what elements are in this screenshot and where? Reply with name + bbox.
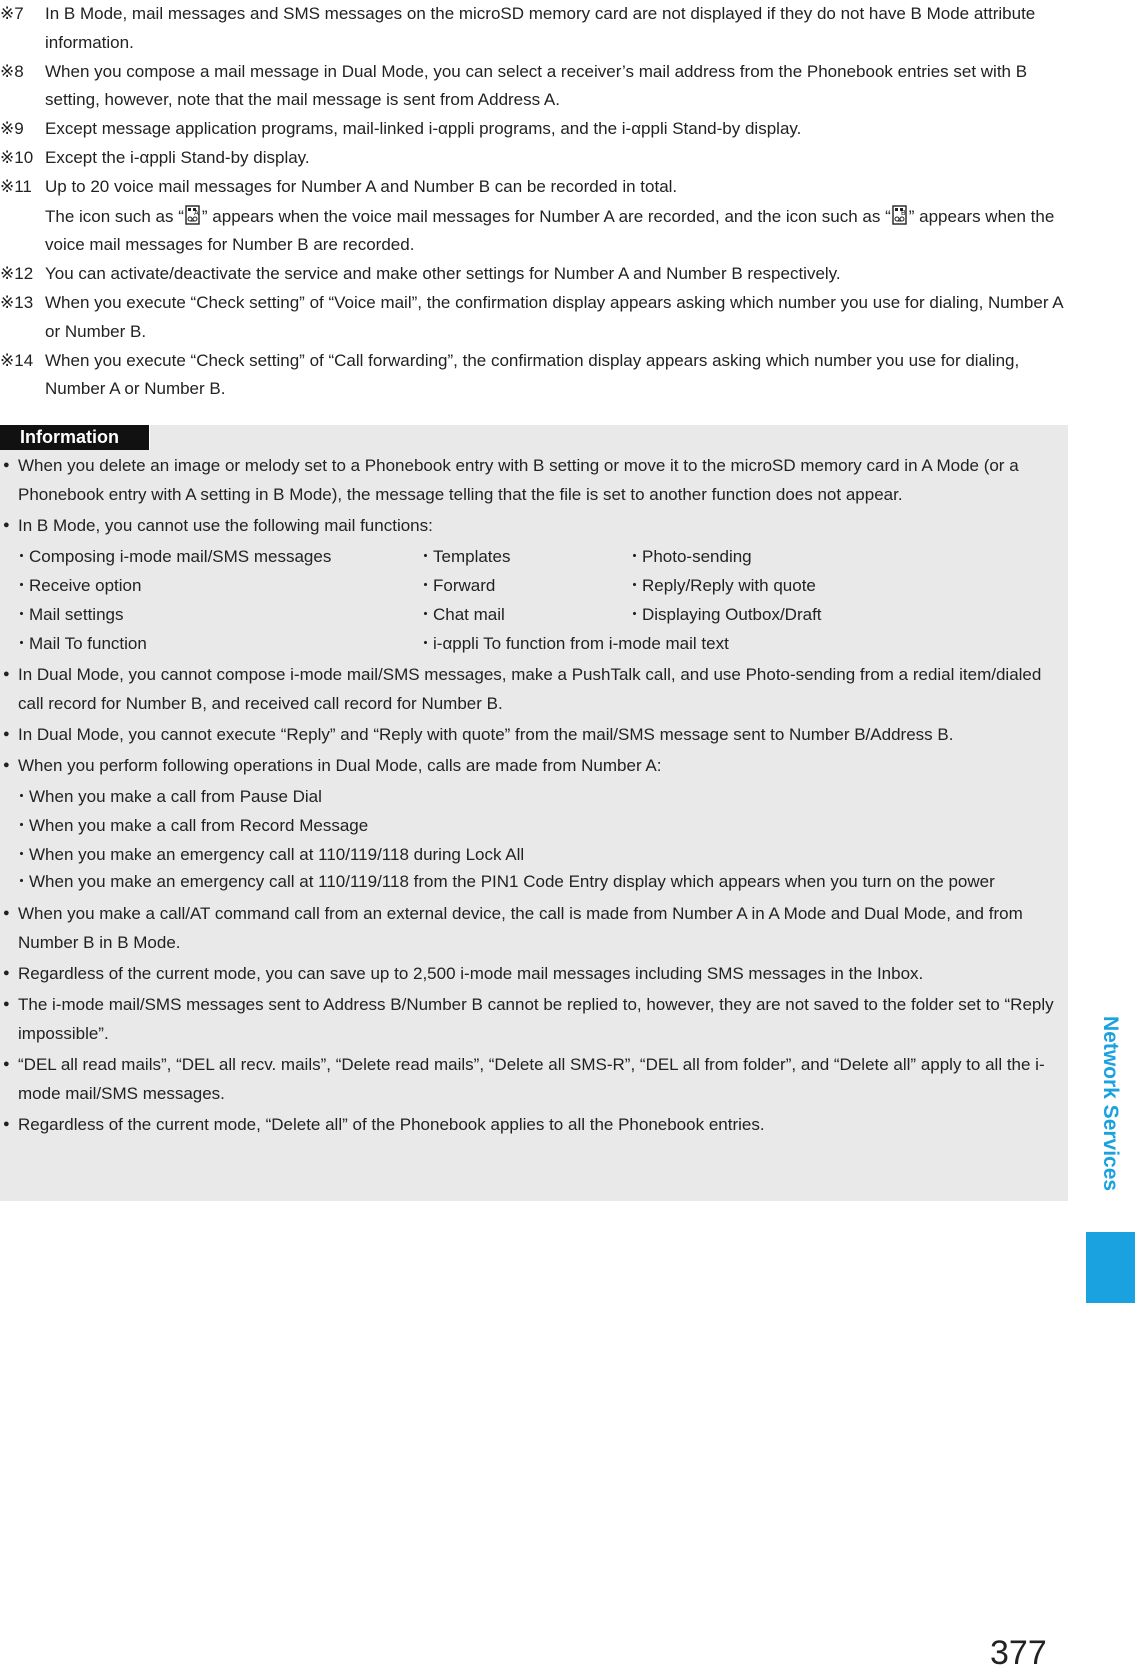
footnote-mark: ※13 xyxy=(0,292,34,312)
info-bullet: ● In Dual Mode, you cannot execute “Reply” and “Reply with quote” from the mail/SMS message sent to Number B/Address B. xyxy=(0,720,1063,749)
footnote-text: In B Mode, mail messages and SMS messages on the microSD memory card are not displayed if they do not have B Mode attribute information. xyxy=(45,4,1036,52)
mail-function-item: ・Chat mail xyxy=(417,605,505,624)
mail-function-item: ・Receive option xyxy=(13,576,142,595)
footnote-mark: ※8 xyxy=(0,61,24,81)
footnote-text: You can activate/deactivate the service and make other settings for Number A and Number B respectively. xyxy=(45,264,841,284)
mail-function-item: ・Mail settings xyxy=(13,605,124,624)
info-bullet: ● In Dual Mode, you cannot compose i-mode mail/SMS messages, make a PushTalk call, and use Photo-sending from a redial item/dialed call record for Number B, and received call record for Number B. xyxy=(0,660,1063,718)
footnote-text: When you compose a mail message in Dual Mode, you can select a receiver’s mail address from the Phonebook entries set with B setting, however, note that the mail message is sent from Address A. xyxy=(45,61,1028,110)
call-case-item: ・ When you make a call from Pause Dial xyxy=(13,787,322,806)
section-tab-label: Network Services xyxy=(1099,1016,1122,1192)
mail-function-item: ・Reply/Reply with quote xyxy=(626,576,816,595)
svg-text:B: B xyxy=(900,209,906,217)
footnote-mark: ※9 xyxy=(0,119,24,139)
footnote-text: When you execute “Check setting” of “Voice mail”, the confirmation display appears asking which number you use for dialing, Number A or Number B. xyxy=(45,292,1063,341)
footnote-icon-text-a: The icon such as “ xyxy=(45,206,184,226)
mail-function-item: ・Photo-sending xyxy=(626,547,752,566)
information-box xyxy=(0,425,1068,1201)
footnote-9 xyxy=(0,115,1080,144)
footnote-text-group xyxy=(45,173,1080,260)
footnote-text: Up to 20 voice mail messages for Number A and Number B can be recorded in total. xyxy=(45,176,678,196)
footnote-icon-text-b: ” appears when the voice mail messages for Number A are recorded, and the icon such as “ xyxy=(201,206,891,226)
footnote-text: When you execute “Check setting” of “Call forwarding”, the confirmation display appears asking which number you use for dialing, Number A or Number B. xyxy=(45,350,1020,399)
footnote-7 xyxy=(0,0,1080,58)
mail-function-item: ・Forward xyxy=(417,576,496,595)
footnote-11 xyxy=(0,173,1080,260)
footnote-mark: ※14 xyxy=(0,350,34,370)
info-bullet: ● Regardless of the current mode, “Delete all” of the Phonebook applies to all the Phonebook entries. xyxy=(0,1110,1063,1139)
mail-function-item: ・i-αppli To function from i-mode mail text xyxy=(417,634,729,653)
voicemail-a-icon xyxy=(184,202,202,228)
footnote-mark: ※7 xyxy=(0,4,24,23)
info-bullet: ● Regardless of the current mode, you can save up to 2,500 i-mode mail messages including SMS messages in the Inbox. xyxy=(0,959,1063,988)
info-bullet: ● In B Mode, you cannot use the following mail functions: xyxy=(0,511,1063,540)
footnotes xyxy=(0,0,1080,404)
mail-function-list xyxy=(0,542,1063,658)
call-case-item: ・ When you make an emergency call at 110/119/118 during Lock All xyxy=(13,845,525,864)
information-title: Information xyxy=(0,425,150,450)
footnote-13 xyxy=(0,289,1080,347)
footnote-mark: ※11 xyxy=(0,176,32,196)
info-bullet: ● When you perform following operations in Dual Mode, calls are made from Number A: xyxy=(0,751,1063,780)
info-bullet: ● “DEL all read mails”, “DEL all recv. mails”, “Delete read mails”, “Delete all SMS-R”, “DEL all from folder”, and “Delete all” apply to all the i-mode mail/SMS messages. xyxy=(0,1050,1063,1108)
footnote-14 xyxy=(0,347,1080,405)
voicemail-b-icon xyxy=(891,202,909,228)
page-number: 377 xyxy=(990,1634,1047,1672)
info-bullet: ● When you delete an image or melody set to a Phonebook entry with B setting or move it to the microSD memory card in A Mode (or a Phonebook entry with A setting in B Mode), the message telling that the file is set to another function does not appear. xyxy=(0,451,1063,509)
call-case-item: ・ When you make a call from Record Message xyxy=(13,816,369,835)
information-content xyxy=(0,451,1063,1141)
section-tab-marker xyxy=(1086,1232,1135,1303)
mail-function-item: ・Templates xyxy=(417,547,511,566)
svg-text:A: A xyxy=(193,209,199,217)
footnote-text: Except the i-αppli Stand-by display. xyxy=(45,147,310,167)
footnote-10 xyxy=(0,144,1080,173)
call-case-item: ・ When you make an emergency call at 110/119/118 from the PIN1 Code Entry display which appears when you turn on the power xyxy=(13,872,995,891)
mail-function-item: ・Displaying Outbox/Draft xyxy=(626,605,822,624)
info-bullet: ● The i-mode mail/SMS messages sent to Address B/Number B cannot be replied to, however, they are not saved to the folder set to “Reply impossible”. xyxy=(0,990,1063,1048)
footnote-mark: ※10 xyxy=(0,147,34,167)
footnote-text: Except message application programs, mail-linked i-αppli programs, and the i-αppli Stand-by display. xyxy=(45,119,802,139)
mail-function-item: ・Mail To function xyxy=(13,634,147,653)
footnote-mark: ※12 xyxy=(0,264,34,284)
call-case-list xyxy=(0,782,1063,897)
mail-function-item: ・Composing i-mode mail/SMS messages xyxy=(13,547,332,566)
footnote-8 xyxy=(0,58,1080,116)
footnote-12 xyxy=(0,260,1080,289)
footnote-icon-text-c: ” appears when the voice mail messages for Number B are recorded. xyxy=(45,206,1055,255)
info-bullet: ● When you make a call/AT command call from an external device, the call is made from Number A in A Mode and Dual Mode, and from Number B in B Mode. xyxy=(0,899,1063,957)
